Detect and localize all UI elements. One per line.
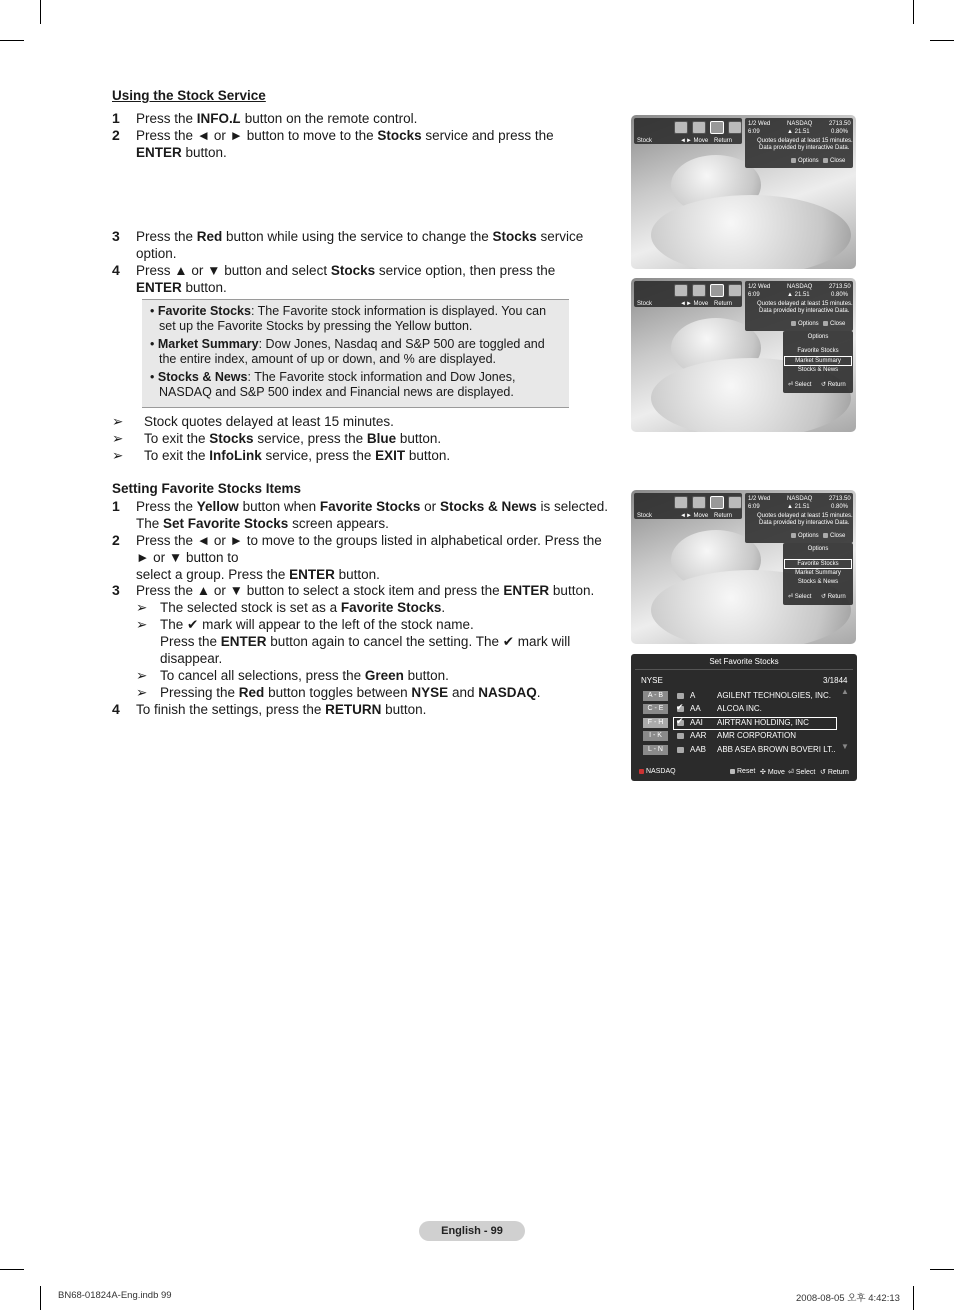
- arrow-icon: ➢: [112, 431, 124, 446]
- widget-icon: [728, 121, 742, 134]
- infolink-bar: Stock ◄► Move Return: [634, 281, 742, 307]
- fav-note-2: ➢ The ✔ mark will appear to the left of the stock name.: [136, 617, 474, 632]
- step-2-cont: ENTER button.: [136, 145, 227, 160]
- exchange-label: NYSE: [641, 676, 663, 685]
- crop-mark: [40, 1286, 41, 1310]
- button-icon: [730, 769, 735, 774]
- tv-screenshot-1: [631, 115, 856, 269]
- fav-step-4: To finish the settings, press the RETURN button.: [136, 702, 427, 717]
- stock-name: AGILENT TECHNOLGIES, INC.: [717, 691, 831, 700]
- tv-screenshot-2: [631, 278, 856, 432]
- menu-item[interactable]: Favorite Stocks: [784, 559, 852, 569]
- scroll-up-icon[interactable]: ▲: [841, 687, 849, 696]
- step-3: Press the Red button while using the service to change the Stocks service: [136, 229, 584, 244]
- menu-item[interactable]: Stocks & News: [797, 367, 839, 373]
- crop-mark: [913, 0, 914, 24]
- step-4: Press ▲ or ▼ button and select Stocks service option, then press the: [136, 263, 556, 278]
- enter-icon: ⏎: [788, 382, 794, 388]
- enter-icon: ⏎: [788, 769, 794, 776]
- enter-icon: ⏎: [788, 594, 794, 600]
- arrow-icon: ➢: [136, 617, 148, 632]
- return-icon: ↺: [820, 769, 826, 776]
- arrow-icon: ➢: [136, 600, 148, 615]
- infolink-bar: Stock ◄► Move Return: [634, 493, 742, 519]
- widget-icon: [692, 284, 706, 297]
- fav-note-4: ➢ Pressing the Red button toggles between NYSE and NASDAQ.: [136, 685, 541, 700]
- fav-note-2-cont: Press the ENTER button again to cancel the setting. The ✔ mark will: [160, 634, 571, 649]
- move-icon: ✣: [760, 769, 766, 776]
- count-label: 3/1844: [823, 676, 848, 685]
- arrow-icon: ➢: [136, 668, 148, 683]
- stock-name: AIRTRAN HOLDING, INC: [717, 718, 809, 727]
- arrow-icon: ➢: [136, 685, 148, 700]
- group-tab[interactable]: F - H: [643, 718, 668, 728]
- print-date: 2008-08-05 오후 4:42:13: [796, 1293, 900, 1304]
- widget-icon: [692, 496, 706, 509]
- stock-icon: [710, 121, 724, 134]
- fav-step-2-cont: ► or ▼ button to: [136, 550, 239, 565]
- menu-item[interactable]: Market Summary: [784, 356, 852, 366]
- widget-icon: [674, 496, 688, 509]
- crop-mark: [40, 0, 41, 24]
- step-number: 1: [112, 110, 120, 126]
- stock-name: AMR CORPORATION: [717, 731, 796, 740]
- step-4-cont: ENTER button.: [136, 280, 227, 295]
- stock-panel: 1/2 Wed 6:09 NASDAQ ▲ 21.51 2713.50 0.80% Quotes delayed at least 15 minutes. Data provided by interactive Data. Options Close: [745, 493, 853, 543]
- arrow-icon: ➢: [112, 414, 124, 429]
- crop-mark: [913, 1286, 914, 1310]
- fav-step-1: Press the Yellow button when Favorite Stocks or Stocks & News is selected.: [136, 499, 609, 514]
- tv-screenshot-3: [631, 490, 856, 644]
- note-3: ➢ To exit the InfoLink service, press the EXIT button.: [112, 448, 451, 463]
- stock-panel: 1/2 Wed 6:09 NASDAQ ▲ 21.51 2713.50 0.80% Quotes delayed at least 15 minutes. Data provided by interactive Data. Options Close: [745, 281, 853, 331]
- fav-note-2-cont: disappear.: [160, 651, 223, 666]
- section-heading: Using the Stock Service: [112, 88, 266, 103]
- check-mark-icon: ✔: [676, 716, 684, 726]
- stock-icon: [710, 496, 724, 509]
- polar-bear-image: [651, 195, 851, 269]
- note-1: ➢ Stock quotes delayed at least 15 minutes.: [112, 414, 394, 429]
- step-number: 1: [112, 498, 120, 514]
- fav-step-3: Press the ▲ or ▼ button to select a stock item and press the ENTER button.: [136, 583, 595, 598]
- step-number: 3: [112, 582, 120, 598]
- bullet-stocks-news: • Stocks & News: The Favorite stock information and Dow Jones, NASDAQ and S&P 500 index and Financial news are displayed.: [150, 370, 516, 399]
- panel-title: Set Favorite Stocks: [709, 657, 779, 666]
- group-tab[interactable]: A - B: [643, 691, 668, 701]
- crop-mark: [0, 40, 24, 41]
- fav-note-3: ➢ To cancel all selections, press the Green button.: [136, 668, 449, 683]
- bullet-market-summary: • Market Summary: Dow Jones, Nasdaq and S&P 500 are toggled and the entire index, amount of up or down, and % are displayed.: [150, 337, 545, 366]
- crop-mark: [0, 1269, 24, 1270]
- bullet-favorite-stocks: • Favorite Stocks: The Favorite stock information is displayed. You can set up the Favorite Stocks by pressing the Yellow button.: [150, 304, 547, 333]
- red-button-icon: [639, 769, 644, 774]
- checkbox-icon[interactable]: [677, 733, 684, 739]
- group-tab[interactable]: C - E: [643, 704, 668, 714]
- group-tab[interactable]: L - N: [643, 745, 668, 755]
- menu-item[interactable]: Favorite Stocks: [797, 348, 839, 354]
- checkbox-icon[interactable]: [677, 747, 684, 753]
- menu-item[interactable]: Market Summary: [795, 570, 841, 576]
- step-number: 3: [112, 228, 120, 244]
- crop-mark: [930, 40, 954, 41]
- checkbox-icon[interactable]: [677, 693, 684, 699]
- check-mark-icon: ✔: [676, 702, 684, 712]
- stock-icon: [710, 284, 724, 297]
- page-number: English - 99: [419, 1221, 525, 1241]
- fav-step-1-cont: The Set Favorite Stocks screen appears.: [136, 516, 389, 531]
- widget-icon: [728, 284, 742, 297]
- widget-icon: [674, 284, 688, 297]
- stock-name: ABB ASEA BROWN BOVERI LT..: [717, 745, 836, 754]
- step-number: 2: [112, 127, 120, 143]
- step-1: Press the INFO.L button on the remote control.: [136, 111, 418, 126]
- file-name: BN68-01824A-Eng.indb 99: [58, 1290, 172, 1301]
- step-number: 4: [112, 701, 120, 717]
- return-icon: ↺: [821, 594, 827, 600]
- infolink-bar: Stock ◄► Move Return: [634, 118, 742, 144]
- options-menu: Options Favorite Stocks Market Summary Stocks & News ⏎ Select ↺ Return: [783, 543, 853, 605]
- crop-mark: [930, 1269, 954, 1270]
- widget-icon: [692, 121, 706, 134]
- return-icon: ↺: [821, 382, 827, 388]
- note-2: ➢ To exit the Stocks service, press the Blue button.: [112, 431, 442, 446]
- step-number: 2: [112, 532, 120, 548]
- step-number: 4: [112, 262, 120, 278]
- section-heading: Setting Favorite Stocks Items: [112, 481, 302, 496]
- step-3-cont: option.: [136, 246, 177, 261]
- widget-icon: [674, 121, 688, 134]
- fav-step-2-cont: select a group. Press the ENTER button.: [136, 567, 380, 582]
- step-2: Press the ◄ or ► button to move to the Stocks service and press the: [136, 128, 554, 143]
- stock-panel: 1/2 Wed 6:09 NASDAQ ▲ 21.51 2713.50 0.80% Quotes delayed at least 15 minutes. Data provided by interactive Data. Options Close: [745, 118, 853, 168]
- options-box: [142, 299, 569, 408]
- arrow-icon: ➢: [112, 448, 124, 463]
- widget-icon: [728, 496, 742, 509]
- fav-step-2: Press the ◄ or ► to move to the groups listed in alphabetical order. Press the: [136, 533, 602, 548]
- set-favorite-stocks-panel: Set Favorite Stocks NYSE 3/1844 A - B C - E F - H I - K L - N A AGILENT TECHNOLGIES, INC. ✔ AA ALCOA INC. ✔ AAI AIRTRAN HOLDING, INC AAR AMR CORPORATION AAB ABB ASEA BROWN BOVERI LT.. ▲ ▼ NASDAQ Reset ✣ Move ⏎ Select ↺ Return: [631, 654, 857, 781]
- group-tab[interactable]: I - K: [643, 731, 668, 741]
- menu-item[interactable]: Stocks & News: [797, 579, 839, 585]
- options-menu: Options Favorite Stocks Market Summary Stocks & News ⏎ Select ↺ Return: [783, 331, 853, 393]
- fav-note-1: ➢ The selected stock is set as a Favorite Stocks.: [136, 600, 446, 615]
- scroll-down-icon[interactable]: ▼: [841, 742, 849, 751]
- stock-name: ALCOA INC.: [717, 704, 762, 713]
